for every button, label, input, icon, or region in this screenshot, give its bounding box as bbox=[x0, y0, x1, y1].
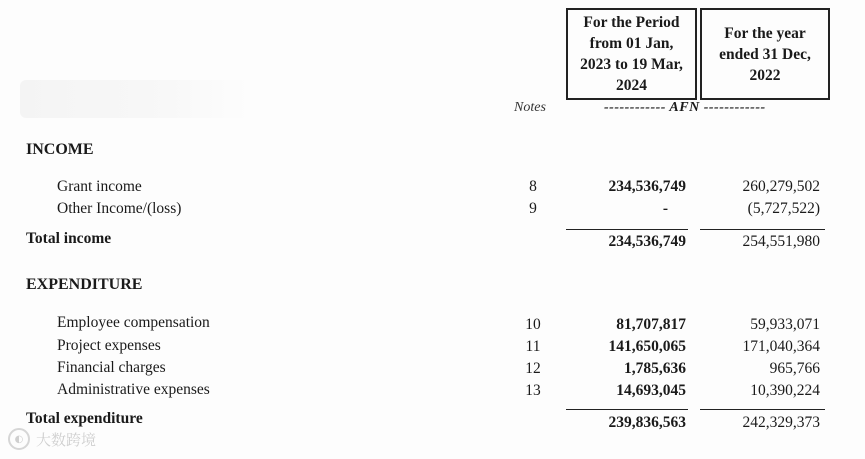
current-period-header bbox=[566, 8, 697, 100]
row-current: 14,693,045 bbox=[616, 382, 686, 399]
row-previous: 59,933,071 bbox=[750, 316, 820, 333]
row-current: 141,650,065 bbox=[608, 338, 686, 355]
current-period-header-text: For the Period from 01 Jan, 2023 to 19 Mar, 2024 bbox=[580, 14, 683, 94]
row-current: 81,707,817 bbox=[616, 316, 686, 333]
total-previous: 242,329,373 bbox=[742, 414, 820, 431]
total-previous: 254,551,980 bbox=[742, 233, 820, 250]
watermark bbox=[8, 428, 96, 450]
currency-header: ------------ AFN ------------ bbox=[604, 100, 766, 115]
total-label: Total expenditure bbox=[26, 410, 143, 427]
row-note: 12 bbox=[525, 360, 541, 377]
row-previous: 260,279,502 bbox=[742, 178, 820, 195]
expenditure-title: EXPENDITURE bbox=[26, 276, 143, 293]
row-previous: 171,040,364 bbox=[742, 338, 820, 355]
income-title: INCOME bbox=[26, 141, 94, 158]
total-label: Total income bbox=[26, 230, 112, 247]
row-label: Grant income bbox=[57, 178, 142, 195]
watermark-text: 大数跨境 bbox=[36, 430, 97, 449]
subtotal-rule bbox=[566, 409, 688, 410]
subtotal-rule bbox=[700, 229, 825, 230]
row-current: 1,785,636 bbox=[624, 360, 686, 377]
row-previous: 965,766 bbox=[769, 360, 820, 377]
total-current: 239,836,563 bbox=[608, 414, 686, 431]
previous-year-header bbox=[700, 8, 830, 100]
row-label: Administrative expenses bbox=[57, 381, 210, 398]
row-current: 234,536,749 bbox=[608, 178, 686, 195]
blurred-heading bbox=[20, 80, 250, 118]
row-label: Employee compensation bbox=[57, 314, 210, 331]
subtotal-rule bbox=[566, 229, 688, 230]
row-previous: 10,390,224 bbox=[750, 382, 820, 399]
previous-year-header-text: For the year ended 31 Dec, 2022 bbox=[719, 24, 811, 84]
watermark-logo-icon: ◐ bbox=[8, 428, 30, 450]
row-note: 9 bbox=[529, 200, 537, 217]
row-previous: (5,727,522) bbox=[747, 200, 820, 217]
row-note: 10 bbox=[525, 316, 541, 333]
row-label: Financial charges bbox=[57, 359, 166, 376]
row-note: 13 bbox=[525, 382, 541, 399]
row-note: 8 bbox=[529, 178, 537, 195]
subtotal-rule bbox=[700, 409, 825, 410]
row-label: Other Income/(loss) bbox=[57, 200, 182, 217]
total-current: 234,536,749 bbox=[608, 233, 686, 250]
row-note: 11 bbox=[525, 338, 541, 355]
row-current: - bbox=[662, 200, 668, 217]
notes-header: Notes bbox=[514, 100, 546, 115]
row-label: Project expenses bbox=[57, 337, 161, 354]
